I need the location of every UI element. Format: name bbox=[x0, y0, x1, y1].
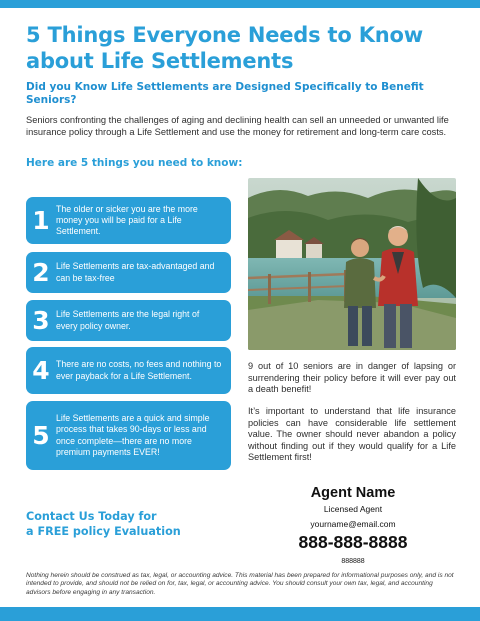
intro-paragraph: Seniors confronting the challenges of aging and declining health can sell an unneeded or unwanted life insurance policy through a Life Settlement and use the money for retirement and long-term care costs. bbox=[26, 115, 449, 138]
thing-number: 5 bbox=[32, 421, 50, 450]
disclaimer: Nothing herein should be construed as tax, legal, or accounting advice. This material has been prepared for informational purposes only, and is not intended to provide, and should not be relied on for, tax, legal, or accounting advice. You should consult your own tax, legal, and accounting advisors before engaging in any transaction. bbox=[26, 572, 454, 596]
senior-couple-photo bbox=[248, 178, 456, 350]
agent-phone[interactable]: 888-888-8888 bbox=[298, 532, 408, 552]
thing-number: 4 bbox=[32, 356, 50, 385]
thing-item-3 bbox=[26, 300, 231, 341]
list-heading: Here are 5 things you need to know: bbox=[26, 157, 243, 169]
thing-text: Life Settlements are a quick and simple process that takes 90-days or less and once complete—there are no more premium payments EVER! bbox=[56, 413, 210, 457]
thing-item-5 bbox=[26, 401, 231, 470]
thing-text: There are no costs, no fees and nothing to ever payback for a Life Settlement. bbox=[56, 359, 222, 381]
important-paragraph: It’s important to understand that life insurance policies can have considerable life settlement value. The owner should never abandon a policy without finding out if they would qualify for a Life Settlement first! bbox=[248, 406, 456, 463]
top-accent-bar bbox=[0, 0, 480, 8]
agent-name: Agent Name bbox=[310, 485, 396, 501]
agent-info bbox=[283, 484, 423, 566]
stat-paragraph: 9 out of 10 seniors are in danger of lapsing or surrendering their policy before it will ever pay out a death benefit! bbox=[248, 361, 456, 395]
bottom-accent-bar bbox=[0, 607, 480, 621]
thing-text: Life Settlements are tax-advantaged and can be tax-free bbox=[56, 261, 215, 283]
thing-text: Life Settlements are the legal right of every policy owner. bbox=[56, 309, 200, 331]
agent-license-number: 888888 bbox=[341, 558, 365, 565]
contact-line-1: Contact Us Today for bbox=[26, 510, 157, 523]
thing-number: 3 bbox=[32, 306, 50, 335]
agent-email[interactable]: yourname@email.com bbox=[310, 519, 396, 529]
agent-title: Licensed Agent bbox=[323, 504, 383, 514]
thing-text: The older or sicker you are the more money you will be paid for a Life Settlement. bbox=[56, 203, 198, 237]
thing-item-1 bbox=[26, 197, 231, 244]
contact-callout bbox=[26, 509, 226, 539]
thing-number: 1 bbox=[32, 206, 50, 235]
page-title: 5 Things Everyone Needs to Know about Life Settlements bbox=[26, 23, 423, 73]
thing-item-4 bbox=[26, 347, 231, 394]
contact-line-2: a FREE policy Evaluation bbox=[26, 525, 181, 538]
thing-number: 2 bbox=[32, 258, 50, 287]
thing-item-2 bbox=[26, 252, 231, 293]
page-subtitle: Did you Know Life Settlements are Designed Specifically to Benefit Seniors? bbox=[26, 81, 424, 106]
